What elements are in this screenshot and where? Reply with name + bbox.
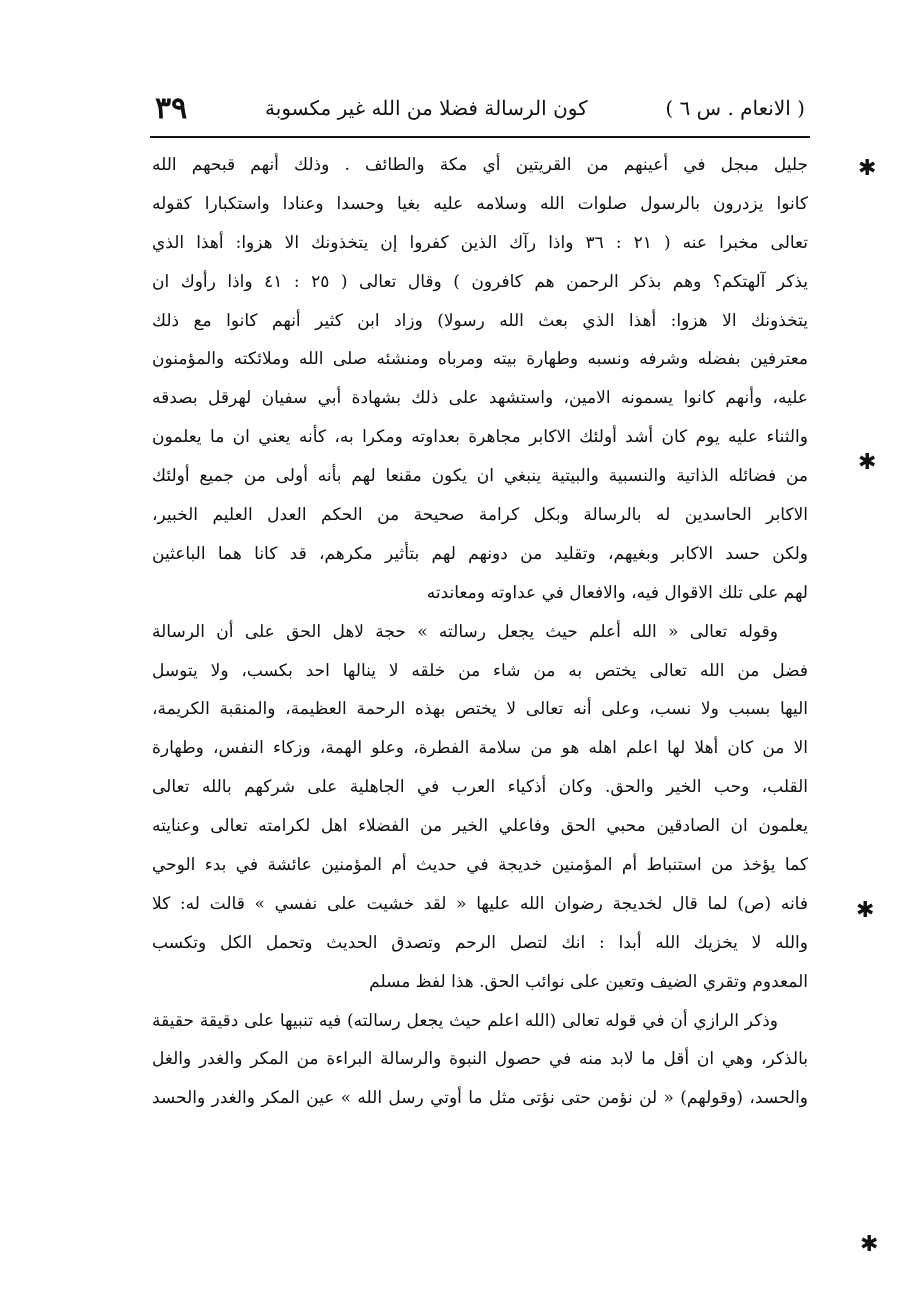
margin-mark: ✱ xyxy=(860,1232,879,1257)
text-line: بالذكر، وهي ان أقل ما لابد منه في حصول النبوة والرسالة البراءة من المكر والغدر والغل xyxy=(152,1049,808,1070)
text-line: يعلمون ان الصادقين محبي الحق وفاعلي الخير من الفضلاء اهل لكرامته تعالى وعنايته xyxy=(152,816,808,837)
text-line: لهم على تلك الاقوال فيه، والافعال في عداوته ومعاندته xyxy=(426,582,808,603)
text-line: من فضائله الذاتية والنسبية والبيتية ينبغي ان يكون مقنعا لهم بأنه أولى من جميع أولئك xyxy=(152,466,808,487)
text-line: الاكابر الحاسدين له بالرسالة وبكل كرامة صحيحة من الحكم العدل العليم الخبير، xyxy=(152,505,808,526)
text-line: فضل من الله تعالى يختص به من شاء من خلقه لا ينالها احد بكسب، ولا يتوسل xyxy=(152,660,808,681)
margin-mark: ✱ xyxy=(858,450,877,475)
body-text xyxy=(152,146,808,1118)
text-line: المعدوم وتقري الضيف وتعين على نوائب الحق. هذا لفظ مسلم xyxy=(369,971,808,992)
text-line: وقوله تعالى « الله أعلم حيث يجعل رسالته » حجة لاهل الحق على أن الرسالة xyxy=(152,621,778,642)
margin-mark: ✱ xyxy=(856,898,875,923)
page-number: ٣٩ xyxy=(155,90,188,126)
text-line: يتخذونك الا هزوا: أهذا الذي بعث الله رسولا) وزاد ابن كثير أنهم كانوا مع ذلك xyxy=(152,310,808,331)
text-line: والله لا يخزيك الله أبدا : انك لتصل الرحم وتصدق الحديث وتحمل الكل وتكسب xyxy=(152,932,808,953)
text-line: كما يؤخذ من استنباط أم المؤمنين خديجة في حديث أم المؤمنين عائشة في بدء الوحي xyxy=(152,855,808,876)
running-header xyxy=(155,88,805,128)
text-line: جليل مبجل في أعينهم من القريتين أي مكة والطائف . وذلك أنهم قبحهم الله xyxy=(152,155,808,175)
chapter-reference: ( الانعام . س ٦ ) xyxy=(665,96,805,120)
text-line: تعالى مخبرا عنه ( ٢١ : ٣٦ واذا رآك الذين كفروا إن يتخذونك الا هزوا: أهذا الذي xyxy=(152,232,808,253)
text-line: معترفين بفضله وشرفه ونسبه وطهارة بيته ومرباه ومنشئه صلى الله وملائكته والمؤمنون xyxy=(152,349,808,370)
running-title: كون الرسالة فضلا من الله غير مكسوبة xyxy=(265,96,588,120)
text-line: القلب، وحب الخير والحق. وكان أذكياء العرب في الجاهلية على شركهم بالله تعالى xyxy=(152,777,808,798)
header-rule xyxy=(150,136,810,138)
text-line: عليه، وأنهم كانوا يسمونه الامين، واستشهد على ذلك بشهادة أبي سفيان لهرقل بصدقه xyxy=(152,388,808,409)
text-line: فانه (ص) لما قال لخديجة رضوان الله عليها « لقد خشيت على نفسي » قالت له: كلا xyxy=(152,893,808,914)
text-line: وذكر الرازي أن في قوله تعالى (الله اعلم حيث يجعل رسالته) فيه تنبيها على دقيقة حقيقة xyxy=(152,1010,778,1031)
margin-mark: ✱ xyxy=(858,156,877,181)
text-line: ولكن حسد الاكابر وبغيهم، وتقليد من دونهم لهم بتأثير مكرهم، قد كانا هما الباعثين xyxy=(152,543,808,564)
text-line: والحسد، (وقولهم) « لن نؤمن حتى نؤتى مثل ما أوتي رسل الله » عين المكر والغدر والحسد xyxy=(152,1088,808,1109)
text-line: الا من كان أهلا لها اعلم اهله هو من سلامة الفطرة، وعلو الهمة، وزكاء النفس، وطهارة xyxy=(152,738,808,759)
text-line: اليها بسبب ولا نسب، وعلى أنه تعالى لا يختص بهذه الرحمة العظيمة، والمنقبة الكريمة، xyxy=(152,699,808,720)
text-line: والثناء عليه يوم كان أشد أولئك الاكابر مجاهرة بعداوته ومكرا به، كأنه يعني ان ما يعلمون xyxy=(152,427,808,448)
text-line: يذكر آلهتكم؟ وهم بذكر الرحمن هم كافرون ) وقال تعالى ( ٢٥ : ٤١ واذا رأوك ان xyxy=(152,271,808,292)
text-line: كانوا يزدرون بالرسول صلوات الله وسلامه عليه بغيا وحسدا وعنادا واستكبارا كقوله xyxy=(152,193,808,214)
